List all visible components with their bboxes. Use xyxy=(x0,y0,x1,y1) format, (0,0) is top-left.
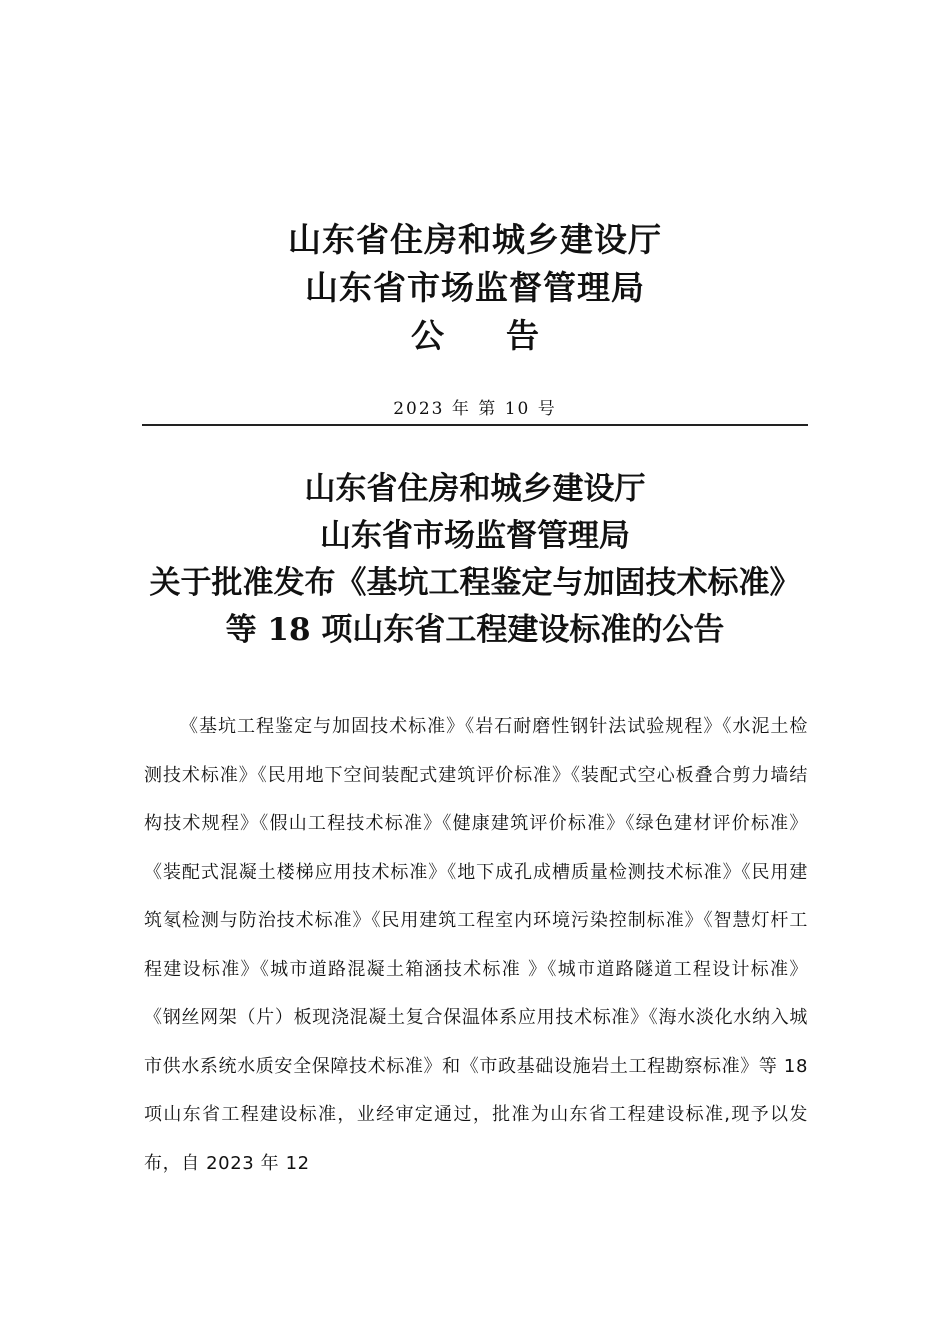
document-number: 2023 年 第 10 号 xyxy=(393,399,557,419)
issuer-market-supervision-bureau: 山东省市场监督管理局 xyxy=(305,268,645,307)
issuer-housing-department: 山东省住房和城乡建设厅 xyxy=(288,220,662,259)
title-line-1: 山东省住房和城乡建设厅 xyxy=(304,471,646,507)
body-paragraph: 《基坑工程鉴定与加固技术标准》《岩石耐磨性钢针法试验规程》《水泥土检测技术标准》《民用地下空间装配式建筑评价标准》《装配式空心板叠合剪力墙结构技术规程》《假山工程技术标准》《健康建筑评价标准》《绿色建材评价标准》《装配式混凝土楼梯应用技术标准》《地下成孔成槽质量检测技术标准》《民用建筑氡检测与防治技术标准》《民用建筑工程室内环境污染控制标准》《智慧灯杆工程建设标准》《城市道路混凝土箱涵技术标准 》《城市道路隧道工程设计标准》《钢丝网架（片）板现浇混凝土复合保温体系应用技术标准》《海水淡化水纳入城市供水系统水质安全保障技术标准》和《市政基础设施岩土工程勘察标准》等 18 项山东省工程建设标准，业经审定通过，批准为山东省工程建设标准,现予以发布，自 2023 年 12 xyxy=(144,716,808,1174)
title-line-4: 等 18 项山东省工程建设标准的公告 xyxy=(225,612,725,648)
notice-char-1: 公 xyxy=(411,316,444,355)
title-line-3: 关于批准发布《基坑工程鉴定与加固技术标准》 xyxy=(149,565,801,601)
notice-char-2: 告 xyxy=(506,316,539,355)
announcement-title xyxy=(0,466,950,654)
issuer-header xyxy=(0,216,950,360)
title-line-2: 山东省市场监督管理局 xyxy=(320,518,630,554)
header-divider xyxy=(142,424,808,426)
notice-heading xyxy=(0,312,950,360)
